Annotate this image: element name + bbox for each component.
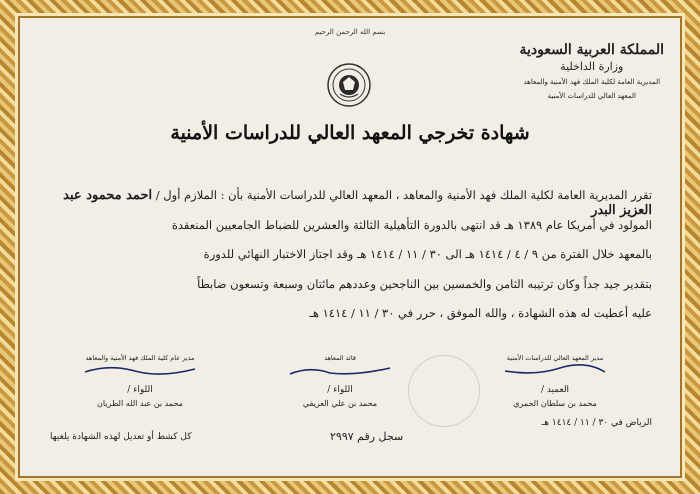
body-line-2: المولود في أمريكا عام ١٣٨٩ هـ قد انتهى بالدورة التأهيلية الثالثة والعشرين للضباط الجامعيين المنعقدة — [171, 218, 652, 232]
directorate-name: المديرية العامة لكلية الملك فهد الأمنية والمعاهد — [523, 78, 661, 86]
official-stamp-icon — [408, 355, 480, 427]
signature-block-commander — [275, 354, 405, 408]
body-line-4: بتقدير جيد جداً وكان ترتيبه الثامن والخمسين بين الناجحين وعددهم مائتان وسبعة وتسعون ضابطاً — [197, 277, 652, 291]
signature-name: محمد بن عبد الله الطريان — [97, 399, 183, 408]
serial-number-row — [330, 430, 403, 443]
institute-emblem-icon — [326, 62, 372, 108]
signature-block-director-general — [60, 354, 220, 408]
body-line-1 — [52, 188, 652, 218]
basmala: بسم الله الرحمن الرحيم — [314, 28, 386, 36]
body-line-1-prefix: تقرر المديرية العامة لكلية الملك فهد الأمنية والمعاهد ، المعهد العالي للدراسات الأمنية بأن : الملازم أول / — [155, 188, 652, 202]
issuer-header — [520, 42, 665, 101]
signature-icon — [285, 362, 395, 378]
body-line-3: بالمعهد خلال الفترة من ٩ / ٤ / ١٤١٤ هـ الى ٣٠ / ١١ / ١٤١٤ هـ وقد اجتاز الاختبار النهائي للدورة — [203, 247, 652, 261]
body-line-5: عليه أعطيت له هذه الشهادة ، والله الموفق ، حرر في ٣٠ / ١١ / ١٤١٤ هـ — [309, 306, 652, 320]
signature-role: اللواء / — [327, 385, 353, 395]
signature-icon — [80, 362, 200, 378]
serial-number: ٢٩٩٧ — [330, 430, 354, 443]
kingdom-name: المملكة العربية السعودية — [519, 42, 664, 58]
signature-caption: مدير عام كلية الملك فهد الأمنية والمعاهد — [85, 354, 195, 362]
certificate-title: شهادة تخرجي المعهد العالي للدراسات الأمنية — [170, 122, 530, 144]
signature-role: العميد / — [540, 385, 570, 395]
ministry-name: وزارة الداخلية — [560, 60, 624, 73]
signature-block-institute-director — [470, 354, 640, 408]
serial-label: سجل رقم — [357, 430, 404, 443]
footer-note: كل كشط أو تعديل لهذه الشهادة يلغيها — [50, 432, 192, 442]
signature-role: اللواء / — [127, 385, 153, 395]
issue-date: الرياض في ٣٠ / ١١ / ١٤١٤ هـ — [541, 418, 652, 428]
signature-caption: قائد المعاهد — [324, 354, 356, 362]
signature-caption: مدير المعهد العالي للدراسات الأمنية — [506, 354, 604, 362]
signature-name: محمد بن سلطان الحمري — [513, 399, 597, 408]
signature-name: محمد بن علي العريفي — [302, 399, 378, 408]
graduate-name: احمد محمود عبد العزيز البدر — [63, 188, 652, 218]
institute-name: المعهد العالي للدراسات الأمنية — [547, 92, 636, 100]
signature-icon — [500, 362, 610, 378]
